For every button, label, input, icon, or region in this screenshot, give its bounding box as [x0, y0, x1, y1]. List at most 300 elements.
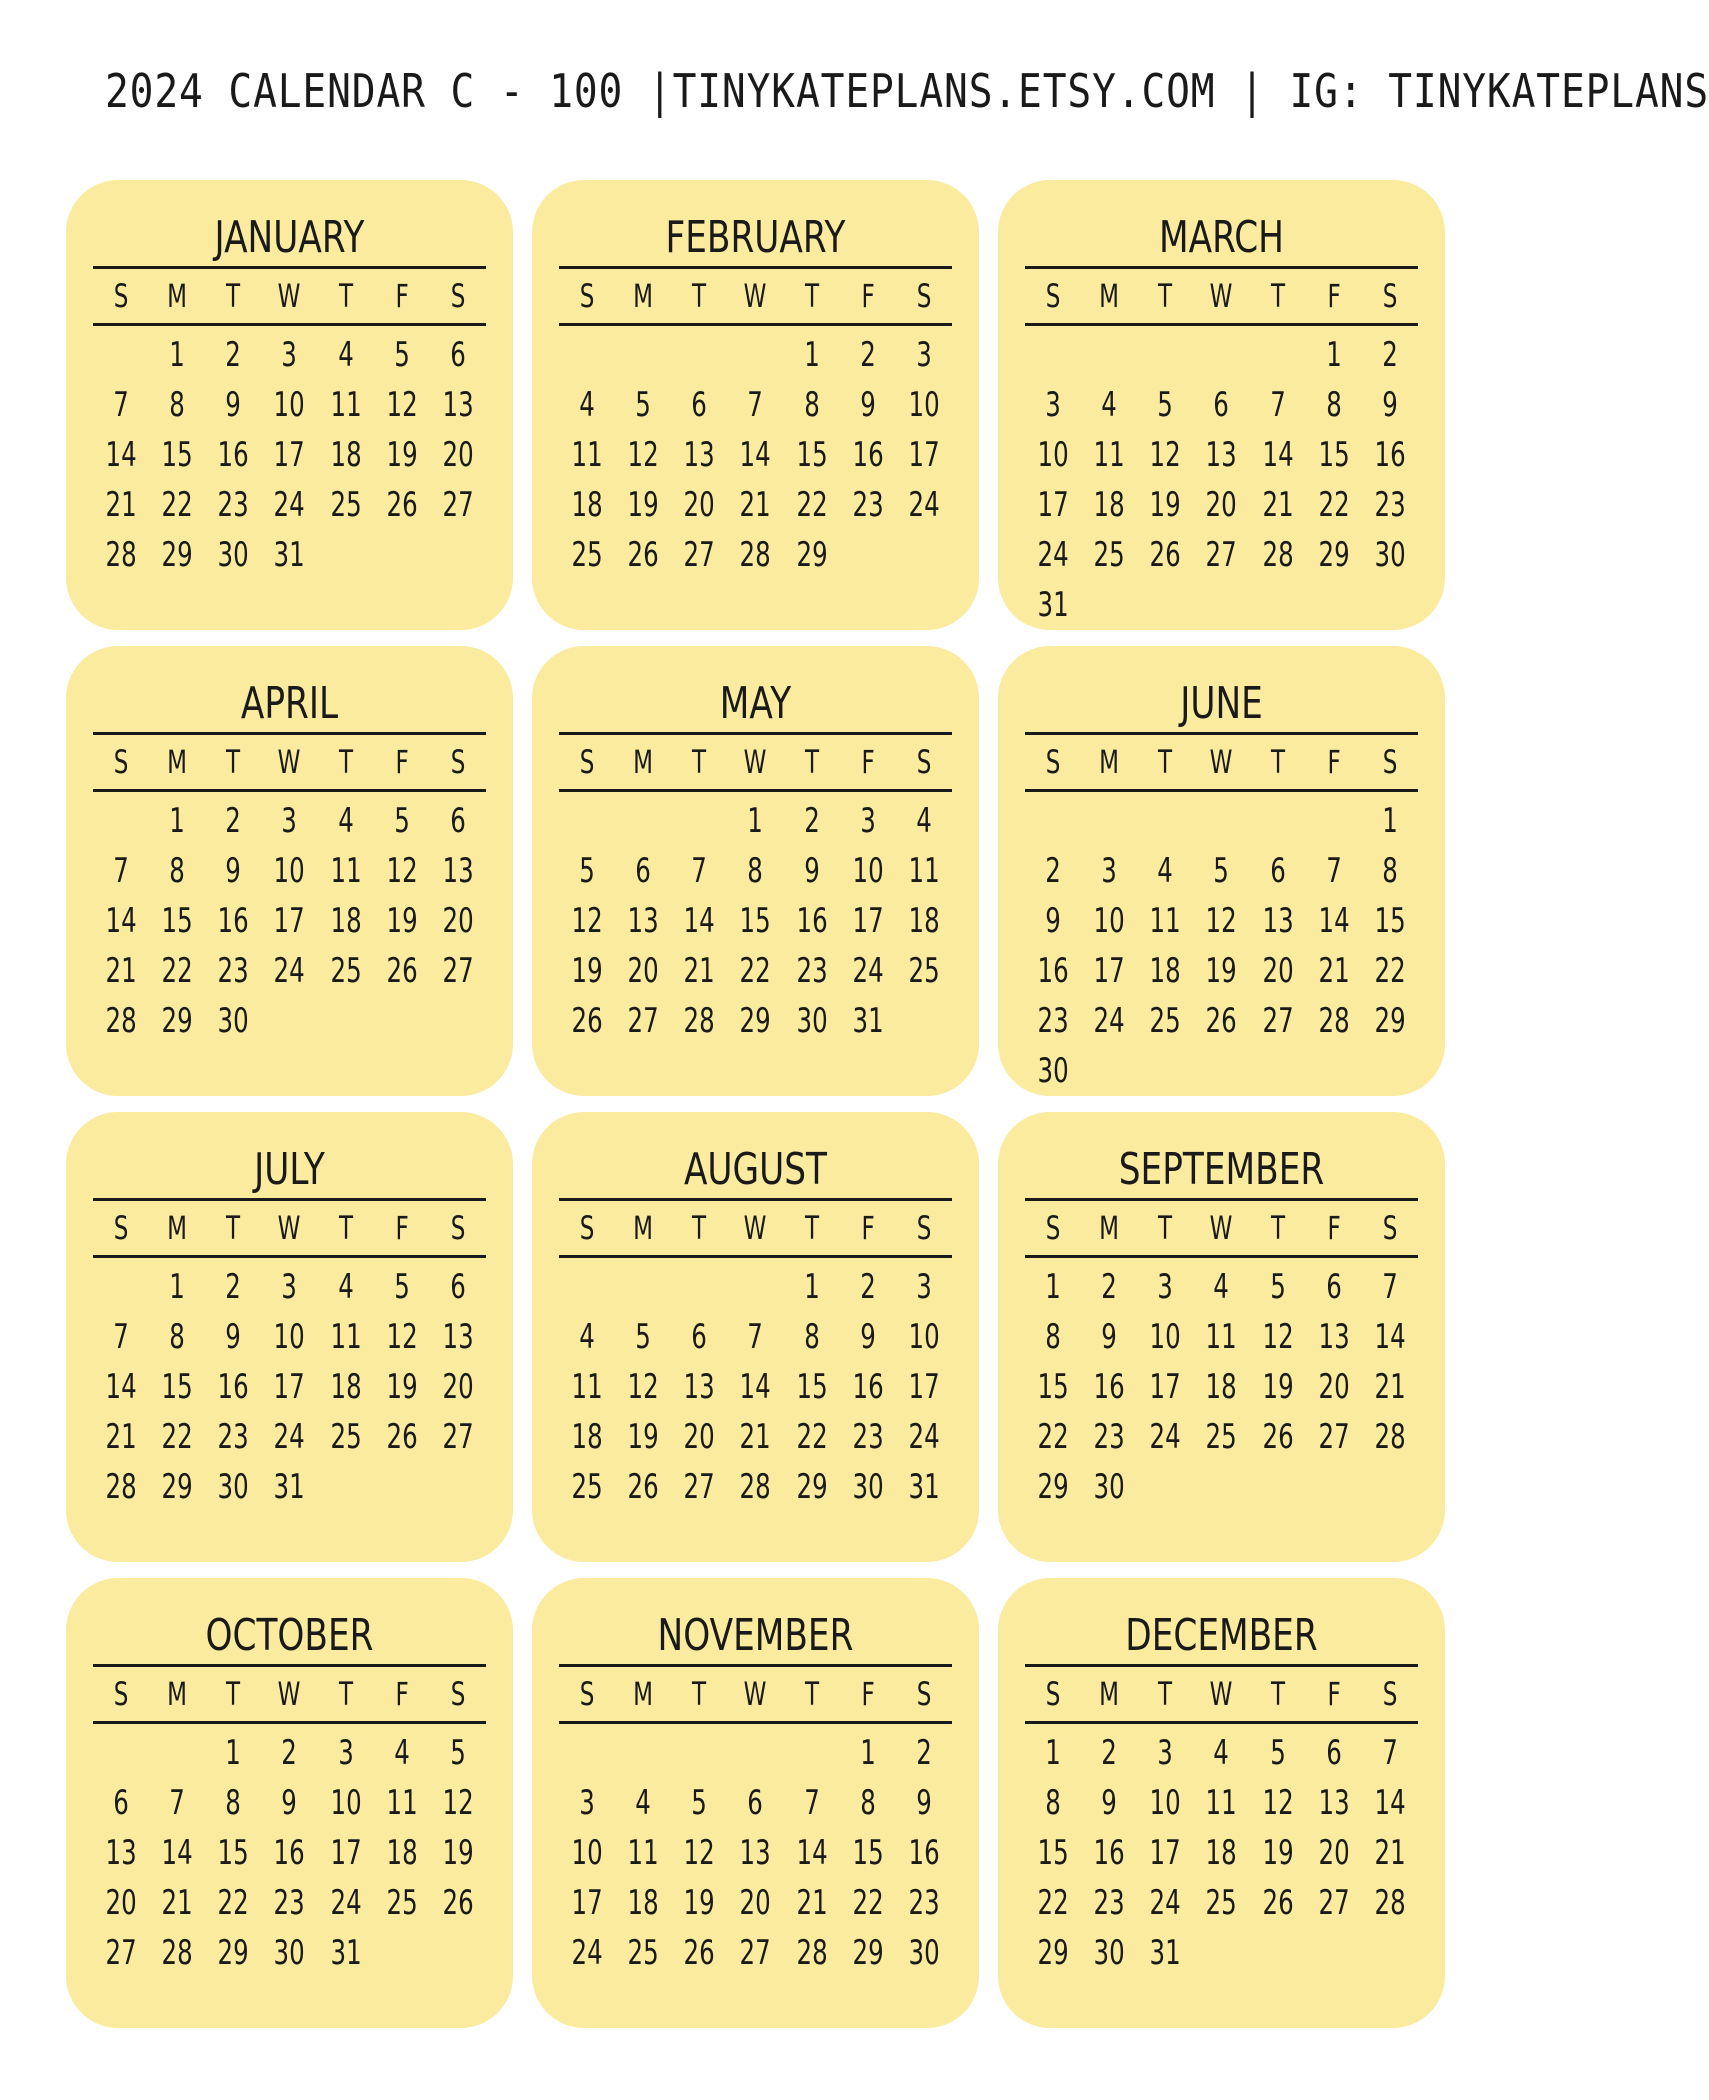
day-cell: 6 — [1325, 1733, 1342, 1773]
week-row — [1025, 946, 1418, 996]
day-cell: 27 — [1318, 1883, 1350, 1923]
day-cell — [1201, 580, 1241, 630]
day-cell: 26 — [1205, 1001, 1238, 1041]
day-cell: 29 — [796, 535, 828, 575]
month-table — [93, 1198, 486, 1512]
day-cell: 18 — [1093, 485, 1125, 525]
day-cell — [1314, 1928, 1354, 1978]
day-cell: 27 — [105, 1933, 137, 1973]
weekday-label: F — [861, 1675, 875, 1713]
day-cell: 30 — [796, 1001, 828, 1041]
day-cell: 18 — [908, 901, 940, 941]
day-cell: 13 — [1262, 901, 1294, 941]
day-cell: 10 — [330, 1783, 362, 1823]
day-cell: 15 — [161, 901, 193, 941]
day-cell: 29 — [1037, 1933, 1069, 1973]
day-cell: 9 — [1045, 901, 1061, 941]
month-name: OCTOBER — [205, 1610, 374, 1661]
day-cell: 4 — [1157, 851, 1174, 891]
day-cell — [904, 530, 944, 580]
week-row — [559, 530, 952, 580]
month-table — [559, 732, 952, 1046]
day-cell: 28 — [739, 1467, 772, 1507]
day-cell: 28 — [683, 1001, 715, 1041]
day-cell: 7 — [113, 851, 129, 891]
week-row — [93, 896, 486, 946]
day-cell: 10 — [273, 385, 306, 425]
day-cell — [679, 1262, 719, 1312]
day-cell: 23 — [1037, 1001, 1069, 1041]
weekday-label: W — [744, 277, 767, 315]
day-cell: 26 — [386, 951, 418, 991]
weekday-label: S — [579, 277, 595, 315]
day-cell: 10 — [571, 1833, 603, 1873]
day-cell: 22 — [1037, 1417, 1069, 1457]
day-cell: 1 — [1325, 335, 1342, 375]
week-row — [93, 330, 486, 380]
month-table — [559, 266, 952, 580]
day-cell: 3 — [281, 1267, 298, 1307]
day-cell: 1 — [1045, 1733, 1061, 1773]
week-row — [93, 846, 486, 896]
day-cell: 29 — [217, 1933, 249, 1973]
weekday-label: M — [167, 1209, 188, 1247]
weekday-label: S — [916, 743, 932, 781]
day-cell: 9 — [225, 1317, 242, 1357]
day-cell: 2 — [225, 801, 242, 841]
day-cell: 11 — [330, 1317, 362, 1357]
week-row — [559, 1262, 952, 1312]
day-cell: 14 — [105, 1367, 137, 1407]
day-cell: 19 — [1262, 1367, 1294, 1407]
weekday-label: S — [1382, 277, 1398, 315]
weekday-label: S — [579, 1209, 595, 1247]
weekday-label: W — [278, 1209, 301, 1247]
weekday-label: S — [113, 743, 129, 781]
day-cell: 11 — [1093, 435, 1125, 475]
day-cell: 28 — [1262, 535, 1294, 575]
day-cell: 21 — [683, 951, 715, 991]
day-cell — [325, 996, 365, 1046]
day-grid — [1025, 1724, 1418, 1978]
day-grid — [559, 326, 952, 580]
day-cell: 14 — [105, 435, 137, 475]
day-cell: 14 — [1374, 1317, 1406, 1357]
day-cell: 26 — [442, 1883, 474, 1923]
weekday-label: W — [278, 1675, 301, 1713]
day-cell: 12 — [1149, 435, 1181, 475]
weekday-label: W — [744, 743, 767, 781]
day-cell — [1314, 1462, 1354, 1512]
day-cell — [1257, 1928, 1297, 1978]
weekday-label: F — [861, 743, 875, 781]
weekday-label: F — [1327, 277, 1341, 315]
day-cell — [735, 330, 775, 380]
day-cell: 18 — [571, 1417, 603, 1457]
day-cell: 7 — [113, 385, 129, 425]
day-cell: 3 — [337, 1733, 354, 1773]
day-cell: 9 — [225, 385, 242, 425]
day-cell: 13 — [683, 1367, 715, 1407]
day-cell — [157, 1728, 197, 1778]
day-cell — [1257, 1046, 1297, 1096]
day-cell: 5 — [1157, 385, 1174, 425]
day-cell: 4 — [579, 385, 595, 425]
month-card-september — [998, 1112, 1445, 1562]
day-cell — [438, 1928, 478, 1978]
day-cell: 17 — [571, 1883, 603, 1923]
day-cell: 14 — [161, 1833, 193, 1873]
day-cell: 29 — [161, 1467, 193, 1507]
day-cell: 26 — [627, 1467, 659, 1507]
weekday-header — [1025, 1667, 1418, 1724]
day-cell: 21 — [1374, 1367, 1406, 1407]
week-row — [1025, 1312, 1418, 1362]
day-cell — [325, 530, 365, 580]
day-cell: 16 — [217, 901, 249, 941]
day-cell: 27 — [683, 535, 715, 575]
day-cell: 20 — [683, 1417, 715, 1457]
day-cell — [848, 530, 888, 580]
day-cell: 14 — [1262, 435, 1294, 475]
day-cell: 25 — [571, 535, 603, 575]
day-cell: 20 — [1318, 1367, 1350, 1407]
day-cell: 27 — [627, 1001, 659, 1041]
day-cell — [1145, 330, 1185, 380]
day-cell: 28 — [105, 1467, 137, 1507]
day-cell: 20 — [105, 1883, 137, 1923]
day-cell — [101, 796, 141, 846]
day-cell: 29 — [1374, 1001, 1406, 1041]
day-cell: 8 — [1045, 1317, 1061, 1357]
week-row — [93, 1312, 486, 1362]
weekday-label: F — [395, 743, 409, 781]
week-row — [559, 946, 952, 996]
day-cell: 22 — [1037, 1883, 1069, 1923]
day-cell: 5 — [393, 335, 410, 375]
day-cell: 8 — [747, 851, 764, 891]
week-row — [1025, 430, 1418, 480]
week-row — [1025, 330, 1418, 380]
day-cell: 21 — [105, 485, 137, 525]
day-cell: 21 — [1374, 1833, 1406, 1873]
day-cell: 31 — [330, 1933, 362, 1973]
day-cell: 9 — [859, 1317, 876, 1357]
day-cell: 9 — [803, 851, 820, 891]
weekday-label: F — [1327, 1209, 1341, 1247]
day-cell — [1145, 1462, 1185, 1512]
day-cell: 7 — [169, 1783, 186, 1823]
day-cell: 26 — [571, 1001, 603, 1041]
day-cell: 23 — [908, 1883, 940, 1923]
day-cell: 29 — [161, 535, 193, 575]
day-cell — [1201, 1928, 1241, 1978]
day-cell: 27 — [1318, 1417, 1350, 1457]
day-cell: 12 — [627, 435, 659, 475]
day-cell: 11 — [908, 851, 940, 891]
week-row — [1025, 1412, 1418, 1462]
day-cell: 19 — [683, 1883, 715, 1923]
weekday-label: T — [226, 1675, 241, 1713]
day-cell: 30 — [1037, 1051, 1069, 1091]
day-cell: 9 — [1101, 1783, 1118, 1823]
day-cell — [679, 796, 719, 846]
week-row — [1025, 1878, 1418, 1928]
day-cell: 25 — [330, 951, 362, 991]
weekday-label: S — [916, 1675, 932, 1713]
day-cell: 22 — [796, 1417, 828, 1457]
week-row — [559, 1412, 952, 1462]
weekday-label: S — [1382, 743, 1398, 781]
week-row — [93, 1828, 486, 1878]
day-cell: 16 — [273, 1833, 306, 1873]
day-cell — [904, 996, 944, 1046]
weekday-label: M — [1099, 1675, 1120, 1713]
day-cell: 23 — [1093, 1883, 1125, 1923]
weekday-label: S — [579, 743, 595, 781]
week-row — [1025, 580, 1418, 630]
day-cell — [382, 530, 422, 580]
weekday-label: T — [692, 743, 707, 781]
day-cell: 10 — [1093, 901, 1125, 941]
day-cell: 21 — [105, 951, 137, 991]
day-cell: 4 — [393, 1733, 410, 1773]
weekday-label: M — [1099, 1209, 1120, 1247]
day-cell — [567, 330, 607, 380]
day-cell: 5 — [691, 1783, 708, 1823]
day-cell: 22 — [852, 1883, 884, 1923]
day-cell — [567, 796, 607, 846]
week-row — [559, 430, 952, 480]
day-grid — [93, 792, 486, 1046]
day-cell: 12 — [386, 1317, 418, 1357]
day-cell — [1201, 330, 1241, 380]
weekday-header — [559, 1667, 952, 1724]
day-cell: 16 — [1374, 435, 1406, 475]
weekday-label: M — [167, 1675, 188, 1713]
month-name: MAY — [719, 678, 792, 729]
day-cell: 8 — [803, 385, 820, 425]
day-cell: 24 — [852, 951, 884, 991]
day-cell — [101, 1262, 141, 1312]
week-row — [559, 996, 952, 1046]
day-cell: 13 — [442, 385, 474, 425]
day-cell — [1145, 1046, 1185, 1096]
weekday-label: W — [1210, 1675, 1233, 1713]
day-cell: 20 — [442, 901, 474, 941]
day-cell: 12 — [627, 1367, 659, 1407]
day-cell: 8 — [169, 385, 186, 425]
day-cell: 6 — [1269, 851, 1286, 891]
week-row — [559, 796, 952, 846]
day-cell: 12 — [571, 901, 603, 941]
weekday-label: T — [338, 743, 353, 781]
day-cell: 29 — [161, 1001, 193, 1041]
day-cell: 3 — [281, 335, 298, 375]
week-row — [1025, 1928, 1418, 1978]
weekday-label: T — [804, 743, 819, 781]
week-row — [93, 1262, 486, 1312]
day-cell — [623, 1728, 663, 1778]
weekday-label: T — [1270, 1675, 1285, 1713]
week-row — [1025, 1828, 1418, 1878]
day-cell: 21 — [796, 1883, 828, 1923]
day-cell: 22 — [161, 1417, 193, 1457]
day-cell: 26 — [1262, 1417, 1294, 1457]
day-cell: 9 — [281, 1783, 298, 1823]
day-cell: 6 — [113, 1783, 129, 1823]
month-card-october — [66, 1578, 513, 2028]
day-cell: 17 — [1149, 1367, 1181, 1407]
weekday-header — [93, 1201, 486, 1258]
week-row — [93, 530, 486, 580]
weekday-label: T — [338, 1209, 353, 1247]
week-row — [559, 1462, 952, 1512]
day-cell: 18 — [330, 1367, 362, 1407]
week-row — [1025, 1262, 1418, 1312]
weekday-label: F — [395, 1209, 409, 1247]
day-cell: 30 — [217, 1001, 249, 1041]
day-cell: 16 — [1093, 1367, 1125, 1407]
day-cell: 14 — [683, 901, 715, 941]
day-cell: 31 — [273, 1467, 306, 1507]
weekday-label: W — [278, 743, 301, 781]
day-cell — [1370, 580, 1410, 630]
day-cell: 19 — [386, 435, 418, 475]
month-name: JUNE — [1180, 678, 1263, 729]
day-cell: 9 — [859, 385, 876, 425]
day-cell: 3 — [281, 801, 298, 841]
day-cell: 4 — [916, 801, 932, 841]
day-cell: 2 — [281, 1733, 298, 1773]
day-cell: 4 — [337, 1267, 354, 1307]
day-cell: 25 — [386, 1883, 418, 1923]
day-cell — [325, 1462, 365, 1512]
day-cell: 24 — [1149, 1883, 1181, 1923]
day-cell: 18 — [330, 901, 362, 941]
weekday-label: S — [1382, 1675, 1398, 1713]
day-cell: 7 — [691, 851, 708, 891]
day-cell: 5 — [635, 385, 652, 425]
day-cell: 23 — [217, 951, 249, 991]
day-cell: 18 — [571, 485, 603, 525]
day-cell: 24 — [1149, 1417, 1181, 1457]
week-row — [93, 430, 486, 480]
day-cell — [1145, 796, 1185, 846]
day-cell: 2 — [1101, 1733, 1118, 1773]
week-row — [559, 1878, 952, 1928]
day-cell: 14 — [1374, 1783, 1406, 1823]
day-cell: 20 — [442, 1367, 474, 1407]
day-cell: 20 — [1262, 951, 1294, 991]
day-cell: 28 — [796, 1933, 828, 1973]
day-cell — [679, 1728, 719, 1778]
day-cell: 22 — [739, 951, 772, 991]
day-cell — [1201, 1462, 1241, 1512]
day-cell: 2 — [859, 335, 876, 375]
day-cell: 9 — [916, 1783, 932, 1823]
weekday-label: T — [1158, 277, 1173, 315]
day-cell: 10 — [1037, 435, 1069, 475]
day-cell: 10 — [1149, 1783, 1181, 1823]
day-cell: 2 — [803, 801, 820, 841]
day-cell: 17 — [908, 435, 940, 475]
day-cell: 13 — [683, 435, 715, 475]
day-cell: 5 — [1269, 1733, 1286, 1773]
week-row — [93, 480, 486, 530]
month-name: AUGUST — [683, 1144, 828, 1195]
day-grid — [559, 792, 952, 1046]
day-cell — [101, 1728, 141, 1778]
day-cell: 8 — [169, 851, 186, 891]
day-cell: 1 — [169, 335, 186, 375]
month-card-august — [532, 1112, 979, 1562]
day-cell — [567, 1262, 607, 1312]
day-cell: 12 — [683, 1833, 715, 1873]
day-cell: 12 — [1262, 1783, 1294, 1823]
day-cell: 20 — [627, 951, 659, 991]
day-cell: 4 — [1213, 1733, 1230, 1773]
day-cell: 10 — [273, 1317, 306, 1357]
day-cell: 24 — [1093, 1001, 1125, 1041]
day-cell: 14 — [739, 435, 772, 475]
month-card-november — [532, 1578, 979, 2028]
weekday-label: W — [744, 1209, 767, 1247]
day-cell: 13 — [442, 851, 474, 891]
day-cell — [382, 1928, 422, 1978]
weekday-label: F — [395, 277, 409, 315]
weekday-label: S — [450, 1675, 466, 1713]
month-table — [93, 266, 486, 580]
weekday-label: S — [1045, 1209, 1061, 1247]
day-cell: 23 — [1374, 485, 1406, 525]
day-cell: 16 — [796, 901, 828, 941]
day-cell: 4 — [1213, 1267, 1230, 1307]
month-card-march — [998, 180, 1445, 630]
month-card-june — [998, 646, 1445, 1096]
day-cell: 16 — [852, 435, 884, 475]
weekday-label: S — [450, 1209, 466, 1247]
day-cell: 2 — [916, 1733, 932, 1773]
day-cell: 7 — [1269, 385, 1286, 425]
day-cell: 2 — [1101, 1267, 1118, 1307]
week-row — [93, 946, 486, 996]
page-title: 2024 CALENDAR C - 100 |TINYKATEPLANS.ETSY.COM | IG: TINYKATEPLANS — [105, 64, 1709, 118]
day-cell: 15 — [217, 1833, 249, 1873]
weekday-label: T — [1270, 1209, 1285, 1247]
day-cell: 6 — [450, 1267, 466, 1307]
weekday-label: W — [1210, 743, 1233, 781]
weekday-header — [93, 1667, 486, 1724]
weekday-label: S — [1045, 1675, 1061, 1713]
day-cell: 15 — [1318, 435, 1350, 475]
week-row — [93, 1362, 486, 1412]
day-cell: 20 — [1318, 1833, 1350, 1873]
day-cell: 15 — [852, 1833, 884, 1873]
day-cell — [1201, 796, 1241, 846]
day-cell: 16 — [852, 1367, 884, 1407]
day-cell: 27 — [442, 951, 474, 991]
weekday-label: T — [1270, 277, 1285, 315]
day-cell — [791, 1728, 831, 1778]
day-cell: 28 — [1374, 1417, 1406, 1457]
weekday-label: T — [1158, 1209, 1173, 1247]
day-cell: 24 — [908, 1417, 940, 1457]
day-cell: 19 — [627, 485, 659, 525]
day-cell: 18 — [330, 435, 362, 475]
day-cell: 20 — [1205, 485, 1238, 525]
calendar-grid — [66, 180, 1445, 2028]
